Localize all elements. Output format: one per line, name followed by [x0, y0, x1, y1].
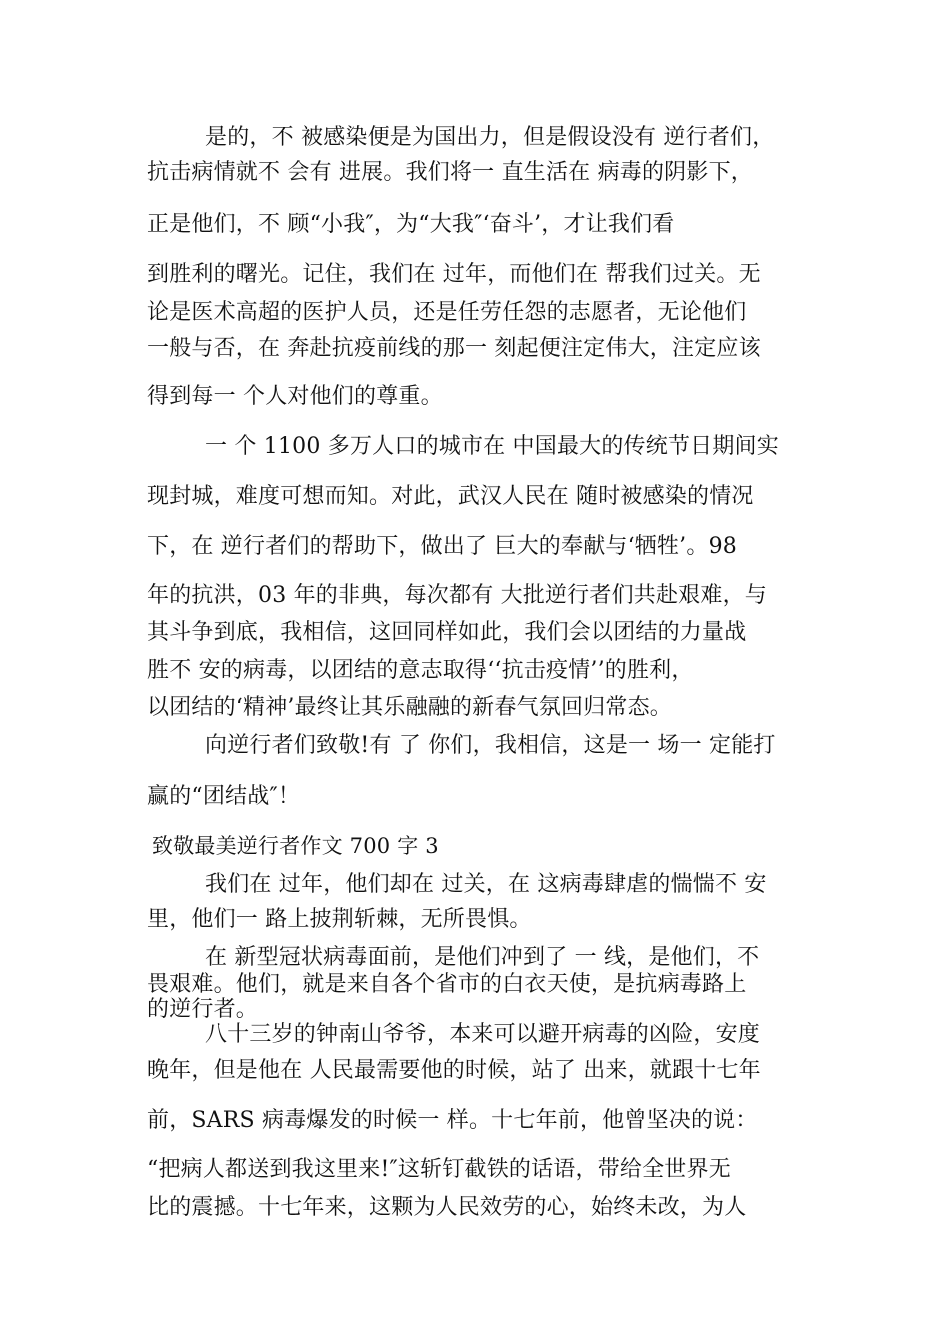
paragraph-line: 下，在 逆行者们的帮助下，做出了 巨大的奉献与‘牺牲’。98 — [147, 534, 737, 559]
paragraph-line: 我们在 过年，他们却在 过关，在 这病毒肆虐的惴惴不 安 — [205, 872, 767, 897]
section-heading: 致敬最美逆行者作文 700 字 3 — [152, 834, 439, 858]
paragraph-line: 以团结的‘精神’最终让其乐融融的新春气氛回归常态。 — [147, 695, 672, 720]
paragraph-line: 一般与否，在 奔赴抗疫前线的那一 刻起便注定伟大，注定应该 — [147, 336, 761, 361]
paragraph-line: “把病人都送到我这里来!″这斩钉截铁的话语，带给全世界无 — [147, 1157, 731, 1182]
paragraph-line: 一 个 1100 多万人口的城市在 中国最大的传统节日期间实 — [205, 434, 779, 459]
paragraph-line: 现封城，难度可想而知。对此，武汉人民在 随时被感染的情况 — [147, 484, 754, 509]
paragraph-line: 正是他们，不 顾“小我″，为“大我″‘奋斗’，才让我们看 — [147, 212, 675, 237]
paragraph-line: 赢的“团结战″！ — [147, 784, 301, 809]
paragraph-line: 抗击病情就不 会有 进展。我们将一 直生活在 病毒的阴影下， — [147, 160, 753, 185]
paragraph-line: 到胜利的曙光。记住，我们在 过年，而他们在 帮我们过关。无 — [147, 262, 761, 287]
paragraph-line: 前，SARS 病毒爆发的时候一 样。十七年前，他曾坚决的说： — [147, 1108, 758, 1133]
paragraph-line: 年的抗洪，03 年的非典，每次都有 大批逆行者们共赴艰难，与 — [147, 583, 767, 608]
paragraph-line: 是的，不 被感染便是为国出力，但是假设没有 逆行者们， — [205, 125, 775, 150]
paragraph-line: 八十三岁的钟南山爷爷，本来可以避开病毒的凶险，安度 — [205, 1022, 761, 1047]
paragraph-line: 其斗争到底，我相信，这回同样如此，我们会以团结的力量战 — [147, 620, 747, 645]
paragraph-line: 畏艰难。他们，就是来自各个省市的白衣天使，是抗病毒路上 — [147, 972, 747, 997]
paragraph-line: 里，他们一 路上披荆斩棘，无所畏惧。 — [147, 907, 532, 932]
paragraph-line: 论是医术高超的医护人员，还是任劳任怨的志愿者，无论他们 — [147, 300, 747, 325]
paragraph-line: 的逆行者。 — [147, 997, 259, 1022]
paragraph-line: 向逆行者们致敬!有 了 你们，我相信，这是一 场一 定能打 — [205, 733, 776, 758]
paragraph-line: 胜不 安的病毒，以团结的意志取得‘‘抗击疫情’’的胜利， — [147, 658, 694, 683]
paragraph-line: 晚年，但是他在 人民最需要他的时候，站了 出来，就跟十七年 — [147, 1058, 761, 1083]
paragraph-line: 比的震撼。十七年来，这颗为人民效劳的心，始终未改，为人 — [147, 1195, 747, 1220]
paragraph-line: 在 新型冠状病毒面前，是他们冲到了 一 线，是他们，不 — [205, 945, 760, 970]
paragraph-line: 得到每一 个人对他们的尊重。 — [147, 384, 443, 409]
